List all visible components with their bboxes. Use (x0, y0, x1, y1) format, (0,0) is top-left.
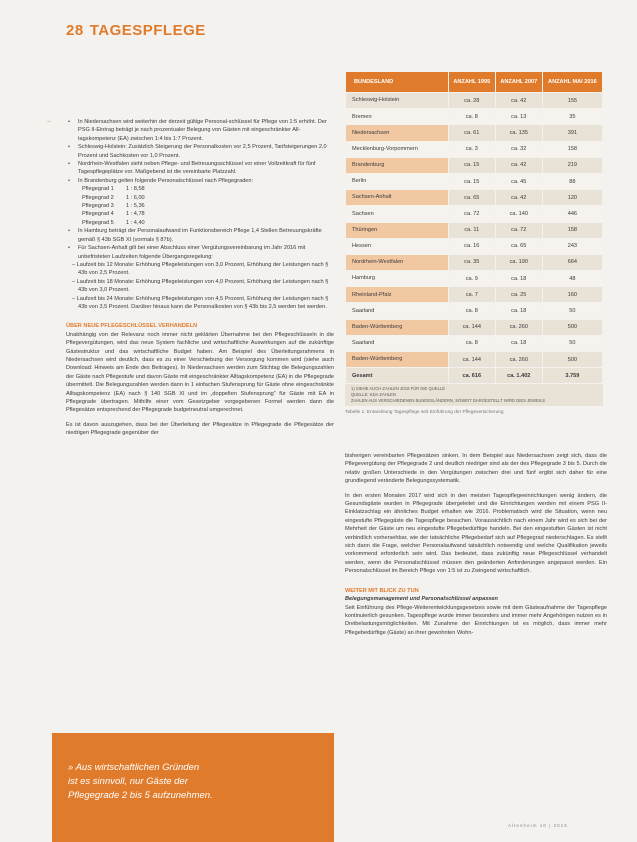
sub-heading: Belegungsmanagement und Personalschlüssel anpassen (345, 596, 498, 603)
left-column (66, 118, 334, 438)
care-ratio-row: Pflegegrad 4 1 : 4,78 (82, 211, 145, 218)
count-cell: ca. 18 (495, 335, 542, 351)
sub-item: – Laufzeit bis 18 Monate: Erhöhung Pflegeleistungen von 4,0 Prozent, Erhöhung der Leistungen nach § 43b von 3,0 Prozent. (72, 278, 329, 294)
state-cell: Saarland (346, 335, 449, 351)
body-paragraph: Es ist davon auszugehen, dass bei der Überleitung der Pflegesätze in Pflegegrade die Pflegesätze der niedrigen Pflegegrade gegenüber der (66, 421, 334, 437)
count-cell: ca. 65 (448, 190, 495, 206)
sub-item: – Laufzeit bis 12 Monate: Erhöhung Pflegeleistungen von 3,0 Prozent, Erhöhung der Leistungen nach § 43b von 2,5 Prozent. (72, 261, 329, 277)
count-cell: ca. 65 (495, 238, 542, 254)
state-cell: Schleswig-Holstein (346, 93, 449, 109)
count-cell: ca. 45 (495, 173, 542, 189)
count-cell: ca. 18 (495, 303, 542, 319)
table-row (346, 157, 603, 173)
state-cell: Brandenburg (346, 157, 449, 173)
column-header: ANZAHL 1995 (448, 72, 495, 93)
table-footnotes (345, 384, 603, 406)
margin-marker: → (46, 118, 52, 124)
table-row (346, 254, 603, 270)
count-cell: ca. 25 (495, 287, 542, 303)
state-cell: Hessen (346, 238, 449, 254)
count-cell: 500 (542, 319, 602, 335)
table-row (346, 238, 603, 254)
bullet-item: • Nordrhein-Westfalen sieht neben Pflege- und Betreuungsschlüssel vor einer Vollzeitkraft für fünf Tagespflegeplätze vor. Maßgebend ist die vereinbarte Platzzahl. (78, 160, 334, 177)
table-row (346, 141, 603, 157)
count-cell: 160 (542, 287, 602, 303)
count-cell: ca. 16 (448, 238, 495, 254)
care-ratio-row: Pflegegrad 2 1 : 6,00 (82, 194, 145, 201)
footnote: ZAHLEN AUS VERSCHIEDENEN BUNDESLÄNDERN, SOWEIT DARGESTELLT WIRD DIES JEWEILS (351, 398, 546, 404)
count-cell: ca. 140 (495, 206, 542, 222)
right-column (345, 452, 607, 637)
footnote: 1) SIEHE AUCH ZAHLEN 2016 FÜR DIE QUELLE (351, 386, 446, 392)
count-cell: ca. 18 (495, 271, 542, 287)
table-row (346, 190, 603, 206)
state-cell: Berlin (346, 173, 449, 189)
count-cell: ca. 72 (448, 206, 495, 222)
bullet-item: • Schleswig-Holstein: Zusätzlich Steigerung der Personalkosten vor 2,5 Prozent, Tarifsteigerungen 2,0 Prozent und Sachkosten vor 1,0 Prozent. (78, 143, 334, 160)
count-cell: ca. 72 (495, 222, 542, 238)
table-body (346, 93, 603, 384)
count-cell: 50 (542, 303, 602, 319)
count-cell: ca. 3 (448, 141, 495, 157)
bullet-item: • Für Sachsen-Anhalt gilt bei einer Abschluss einer Vergütungsvereinbarung im Jahr 2016 mit unbefristeten Laufzeiten folgende Übergangsregelung: (78, 244, 334, 261)
table-row (346, 271, 603, 287)
state-cell: Mecklenburg-Vorpommern (346, 141, 449, 157)
count-cell: 50 (542, 335, 602, 351)
count-cell: 500 (542, 352, 602, 368)
care-ratio-table (82, 185, 334, 227)
section-heading: WEITER MIT BLICK ZU TUN (345, 587, 419, 594)
table-row (346, 173, 603, 189)
table-row (346, 352, 603, 368)
count-cell: ca. 32 (495, 141, 542, 157)
table-row (346, 287, 603, 303)
care-ratio-row: Pflegegrad 3 1 : 5,36 (82, 203, 145, 210)
count-cell: ca. 8 (448, 335, 495, 351)
statistics-table (345, 71, 603, 384)
count-cell: ca. 144 (448, 319, 495, 335)
state-cell: Sachsen (346, 206, 449, 222)
count-cell: 88 (542, 173, 602, 189)
count-cell: 158 (542, 222, 602, 238)
pull-quote-line: ist es sinnvoll, nur Gäste der (68, 776, 188, 787)
count-cell: ca. 144 (448, 352, 495, 368)
count-cell: 219 (542, 157, 602, 173)
count-cell: 446 (542, 206, 602, 222)
table-row (346, 335, 603, 351)
count-cell: ca. 11 (448, 222, 495, 238)
statistics-table-block (345, 71, 603, 415)
pull-quote-line: » Aus wirtschaftlichen Gründen (68, 762, 200, 773)
count-cell: 48 (542, 271, 602, 287)
count-cell: 243 (542, 238, 602, 254)
table-row (346, 125, 603, 141)
table-caption: Tabelle 1: Entwicklung Tagespflege seit Einführung der Pflegeversicherung (345, 410, 504, 416)
bullet-item: • In Brandenburg gelten folgende Personalschlüssel nach Pflegegraden: (78, 177, 334, 185)
page-header (66, 22, 206, 39)
total-cell: ca. 1.402 (495, 368, 542, 384)
state-cell: Baden-Württemberg (346, 352, 449, 368)
count-cell: ca. 15 (448, 173, 495, 189)
count-cell: ca. 8 (448, 303, 495, 319)
total-label: Gesamt (346, 368, 449, 384)
state-cell: Niedersachsen (346, 125, 449, 141)
care-ratio-row: Pflegegrad 1 1 : 8,58 (82, 186, 145, 193)
count-cell: ca. 9 (448, 271, 495, 287)
care-ratio-row: Pflegegrad 5 1 : 4,40 (82, 219, 145, 226)
pull-quote (52, 733, 334, 829)
sub-item: – Laufzeit bis 24 Monate: Erhöhung Pflegeleistungen von 4,5 Prozent, Erhöhung der Leistungen nach § 43b von 3,5 Prozent. Darüber hinaus kann die Personalkosten von § 43b bis 2,5 werden bei werden. (72, 295, 329, 310)
section-title: TAGESPFLEGE (89, 22, 206, 39)
body-paragraph: Seit Einführung des Pflege-Weiterentwicklungsgesetzes sowie mit dem Gästeaufnahme der Tagespflege kontinuierlich gesunken. Tagespflege wurde immer besonders und immer mehr Angehörigen nutzen es in Dreibelastungsmöglichkeiten. Mit Zunahme der Einrichtungen ist es möglich, dass immer mehr Pflegebedürftige (Gäste) an ihrer gewohnten Wohn- (345, 604, 607, 636)
bullet-item: • In Hamburg beträgt der Personalaufwand im Funktionsbereich Pflege 1,4 Stellen Betreuungskräfte gemäß § 43b SGB XI (vormals § 87b). (78, 227, 334, 244)
count-cell: ca. 260 (495, 352, 542, 368)
count-cell: ca. 190 (495, 254, 542, 270)
total-cell: 3.759 (542, 368, 602, 384)
table-total-row (346, 368, 603, 384)
count-cell: 155 (542, 93, 602, 109)
count-cell: 664 (542, 254, 602, 270)
state-cell: Rheinland-Pfalz (346, 287, 449, 303)
state-cell: Sachsen-Anhalt (346, 190, 449, 206)
count-cell: 120 (542, 190, 602, 206)
column-header: BUNDESLAND (346, 72, 449, 93)
state-cell: Nordrhein-Westfalen (346, 254, 449, 270)
bullet-list-2 (66, 227, 334, 261)
table-row (346, 109, 603, 125)
state-cell: Baden-Württemberg (346, 319, 449, 335)
count-cell: ca. 13 (495, 109, 542, 125)
state-cell: Bremen (346, 109, 449, 125)
footnote: QUELLE: KDA ZAHLEN (351, 392, 396, 398)
state-cell: Hamburg (346, 271, 449, 287)
count-cell: 391 (542, 125, 602, 141)
count-cell: ca. 135 (495, 125, 542, 141)
page-number: 28 (66, 22, 84, 39)
count-cell: 35 (542, 109, 602, 125)
bullet-item: • In Niedersachsen wird weiterhin der derzeit gültige Personal-schlüssel für Pflege von 1:5 erhöht. Der PSG II-Eintrag beträgt je nach prozentualer Belegung von Gästen mit eingeschränkter All-tagskompetenz (EA) zwischen 1:4 bis 1:7 Prozent. (78, 118, 334, 143)
count-cell: ca. 260 (495, 319, 542, 335)
table-row (346, 93, 603, 109)
section-heading: ÜBER NEUE PFLEGESCHLÜSSEL VERHANDELN (66, 323, 198, 330)
table-row (346, 303, 603, 319)
count-cell: ca. 42 (495, 190, 542, 206)
count-cell: ca. 42 (495, 157, 542, 173)
count-cell: ca. 61 (448, 125, 495, 141)
table-header-row (346, 72, 603, 93)
body-paragraph: bisherigen vereinbarten Pflegesätzen sinken. In dem Beispiel aus Niedersachsen zeigt sich, dass die Pflegevergütung der Pflegegrade 2 und deutlich niedriger sind als der des Pflegegrade 3 bis 5. Durch die relativ großen Unterschiede in den Vergütungen zwischen drei und fünf ergibt sich daher für eine grundlegend veränderte Belegungssystematik. (345, 453, 607, 485)
page-footer: Altenheim 10 | 2016 (508, 823, 568, 828)
bullet-list (66, 118, 334, 185)
total-cell: ca. 616 (448, 368, 495, 384)
table-row (346, 222, 603, 238)
pull-quote-line: Pflegegrade 2 bis 5 aufzunehmen. (68, 790, 213, 801)
column-header: ANZAHL 2007 (495, 72, 542, 93)
column-header: ANZAHL MAI 2016 (542, 72, 602, 93)
count-cell: ca. 35 (448, 254, 495, 270)
state-cell: Thüringen (346, 222, 449, 238)
table-row (346, 206, 603, 222)
body-paragraph: In den ersten Monaten 2017 wird sich in den meisten Tagespflegeeinrichtungen wenig ändern, die Gesundsgäste wurden in Pflegegrade übergeleitet und die Einrichtungen werden mit einem PSG II-Einklatzschlag ein ähnliches Budget erhalten wie 2016. Problematisch wird die Situation, wenn neu eingestufte Pflegegäste die Tagespflege besuchen. Voraussichtlich nach einem Jahr wird es sich bei der Mehrheit der Gäste um neu eingestufte Pflegebedürftige handeln. Bei den eingestuften Gästen ist nicht verbindlich vorhersehbar, wie der tatsächliche Pflegebedarf sich auf Pflegegrad niederschlagen. Es stellt sich dann die Frage, welcher Personalaufwand tatsächlich notwendig und welche Qualifikation jeweils vorkommend erforderlich sein wird. Das bedeutet, dass zukünftig neue Pflegeschlüssel verhandelt werden, wenn die Personalschlüssel müssen den geänderten Anforderungen angepasst werden. Ein Personalschlüssel im Bereich Pflege von 1:5 ist zu Zwingend wirtschaftlich. (345, 492, 607, 575)
count-cell: 158 (542, 141, 602, 157)
table-row (346, 319, 603, 335)
count-cell: ca. 8 (448, 109, 495, 125)
count-cell: ca. 42 (495, 93, 542, 109)
count-cell: ca. 7 (448, 287, 495, 303)
count-cell: ca. 28 (448, 93, 495, 109)
count-cell: ca. 15 (448, 157, 495, 173)
state-cell: Saarland (346, 303, 449, 319)
body-paragraph: Unabhängig von der Relevanz noch immer nicht geklärten Übernahme bei den Pflegeschlüsseln in die Pflegevergütungen, wird das neue System fachliche und wirtschaftliche Auswirkungen auf die zukünftige Gästestruktur und das wirtschaftliche Budget haben. Am Beispiel des Überleitungsrahmens in Niedersachsen wird deutlich, dass es zu einer Verschiebung der Versorgung kommen wird (siehe auch Download: Hinweis am Ende des Beitrages). In Niedersachsen werden zum Stichtag die Belegungszahlen der Gäste nach Pflegestufe und davon Gäste mit eingeschränkter Alltagskompetenz (EA) in die Pflegegrade übermittelt. Die Belegungszahlen werden dann in 1 einfachen Stufensprung für Gäste ohne eingeschränkte Alltagskompetenz (EA) nach § 140 SGB XI und im „doppelten Stufensprung“ für Gäste mit EA in Pflegegrade übertragen. Mithilfe einer vom Gesetzgeber vorgegebenen Formel werden dann die Pflegesätze entsprechend der Pflegegrade budgetneutral umgerechnet. (66, 331, 334, 414)
